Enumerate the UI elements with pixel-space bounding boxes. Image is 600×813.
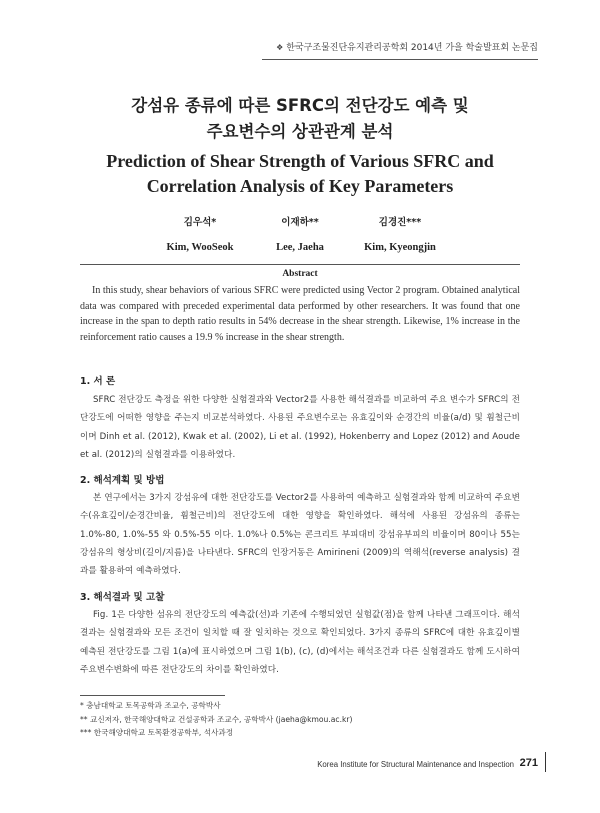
abstract-heading: Abstract (282, 269, 318, 279)
footnote-3: *** 한국해양대학교 토목환경공학부, 석사과정 (80, 728, 234, 737)
abstract-rule (80, 264, 520, 265)
footnote-rule (80, 695, 225, 696)
page-number: 271 (519, 757, 538, 769)
author-3-korean-name: 김경진*** (378, 217, 422, 228)
section-1-heading: 1. 서 론 (80, 376, 116, 387)
author-3-english-name: Kim, Kyeongjin (364, 242, 436, 253)
author-1-korean-name: 김우석* (183, 217, 217, 228)
header-rule (262, 59, 538, 60)
author-list (150, 214, 450, 258)
author-2-english-name: Lee, Jaeha (276, 242, 324, 253)
section-2-heading: 2. 해석계획 및 방법 (80, 475, 165, 486)
running-head-text: 한국구조물진단유지관리공학회 2014년 가을 학술발표회 논문집 (286, 43, 538, 53)
page-number-divider (545, 752, 546, 772)
author-2 (250, 214, 350, 258)
abstract-text: In this study, shear behaviors of various SFRC were predicted using Vector 2 program. Obtained analytical data was compared with preceded experimental data performed by other researchers. It was found that one increase in the span to depth ratio results in 54% decrease in the shear strength. Likewise, 1% increase in the reinforcement ratio causes a 19.9 % increase in the shear strength. (80, 285, 520, 343)
footnotes (80, 699, 480, 740)
author-1 (150, 214, 250, 258)
author-2-korean-name: 이재하** (281, 217, 319, 228)
section-3-heading: 3. 해석결과 및 고찰 (80, 592, 165, 603)
footer-journal-name: Korea Institute for Structural Maintenance and Inspection (317, 760, 514, 769)
section-2-text: 본 연구에서는 3가지 강섬유에 대한 전단강도를 Vector2를 사용하여 예측하고 실험결과와 함께 비교하여 주요변수(유효깊이/순경간비율, 휨철근비)의 전단강도에 대한 영향을 확인하였다. 해석에 사용된 강섬유의 종류는 1.0%-80, 1.0%-55 와 0.5%-55 이다. 1.0%나 0.5%는 콘크리트 부피대비 강섬유부피의 비율이며 80이나 55는 강섬유의 형상비(길이/지름)을 나타낸다. SFRC의 인장거동은 Amirineni (2009)의 역해석(reverse analysis) 결과를 활용하여 예측하였다. (80, 493, 520, 577)
title-english-line-1: Prediction of Shear Strength of Various SFRC and (106, 151, 494, 171)
footnote-1: * 충남대학교 토목공학과 조교수, 공학박사 (80, 701, 221, 710)
author-3 (350, 214, 450, 258)
running-head (276, 40, 538, 53)
title-korean-line-1: 강섬유 종류에 따른 SFRC의 전단강도 예측 및 (131, 96, 469, 115)
title-english (0, 149, 600, 199)
bullet-icon: ❖ (276, 43, 284, 52)
section-1-text: SFRC 전단강도 측정을 위한 다양한 실험결과와 Vector2를 사용한 해석결과를 비교하여 주요 변수가 SFRC의 전단강도에 어떠한 영향을 주는지 비교분석하였다. 사용된 주요변수로는 유효깊이와 순경간의 비율(a/d) 및 휨철근비이며 Dinh et al. (2012), Kwak et al. (2002), Li et al. (1992), Hokenberry and Lopez (2012) and Aoude et al. (2012)의 실험결과를 이용하였다. (80, 395, 520, 460)
author-1-english-name: Kim, WooSeok (166, 242, 234, 253)
title-korean-line-2: 주요변수의 상관관계 분석 (206, 122, 394, 141)
section-3-text: Fig. 1은 다양한 섬유의 전단강도의 예측값(선)과 기존에 수행되었던 실험값(점)을 함께 나타낸 그래프이다. 해석결과는 실험결과와 모든 조건이 일치할 때 잘 일치하는 것으로 확인되었다. 3가지 종류의 SFRC에 대한 유효깊이별 예측된 전단강도를 그림 1(a)에 표시하였으며 그림 1(b), (c), (d)에서는 해석조건과 다른 실험결과도 함께 도시하여 주요변수변화에 따른 전단강도의 차이를 확인하였다. (80, 610, 520, 675)
title-korean (0, 93, 600, 145)
footnote-2: ** 교신저자, 한국해양대학교 건설공학과 조교수, 공학박사 (jaeha@kmou.ac.kr) (80, 714, 353, 724)
title-english-line-2: Correlation Analysis of Key Parameters (146, 176, 454, 196)
